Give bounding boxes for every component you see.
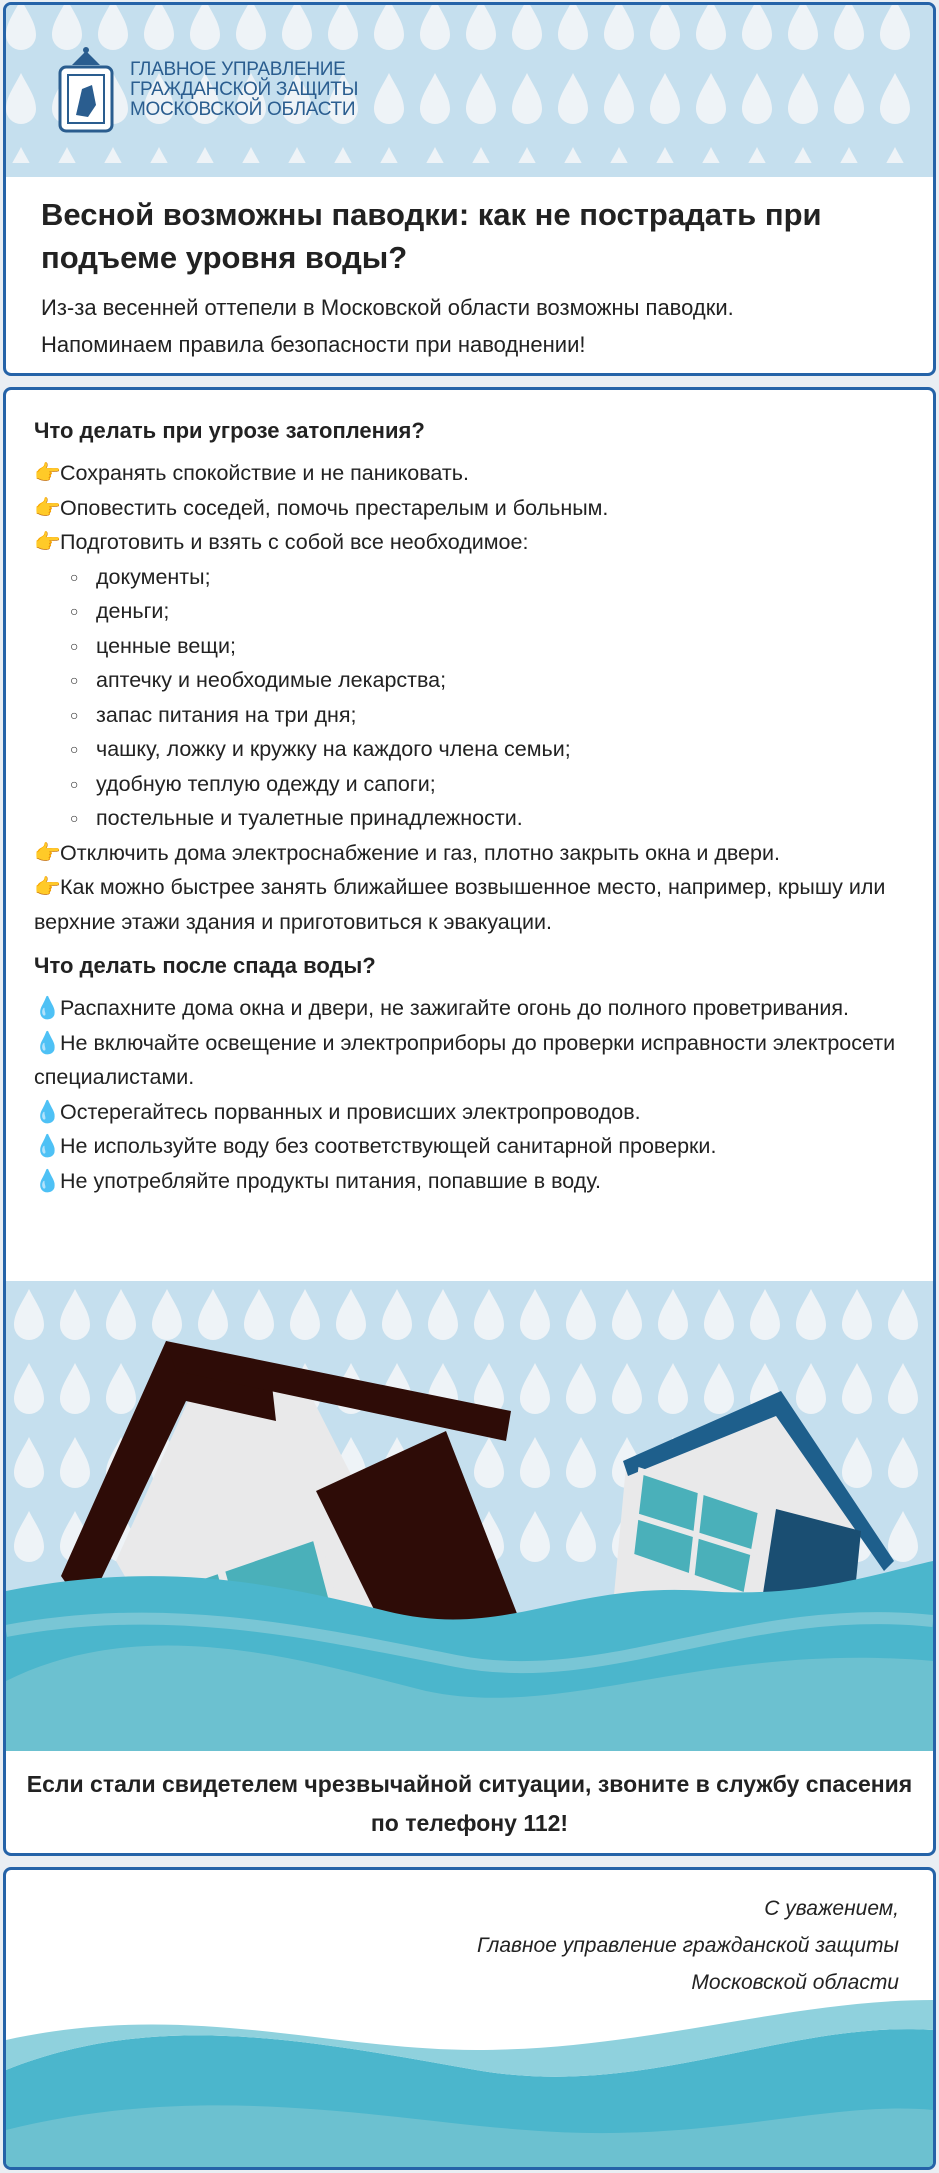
logo-line: ГРАЖДАНСКОЙ ЗАЩИТЫ (130, 79, 359, 100)
list-item-text: Как можно быстрее занять ближайшее возвышенное место, например, крышу или верхние этажи здания и приготовиться к эвакуации. (34, 875, 886, 934)
circle-bullet-icon: ○ (70, 568, 79, 585)
water-drop-icon: 💧 (34, 1030, 61, 1055)
circle-bullet-icon: ○ (70, 603, 79, 619)
section-heading-after: Что делать после спада воды? (34, 953, 376, 978)
pointing-hand-icon: 👉 (34, 530, 61, 554)
coat-of-arms-icon (52, 45, 120, 135)
list-item (70, 767, 913, 802)
signature-line: Московской области (691, 1971, 899, 1994)
list-item (70, 663, 913, 698)
pointing-hand-icon: 👉 (34, 875, 61, 899)
list-item (34, 991, 913, 1026)
list-item-text: Сохранять спокойствие и не паниковать. (60, 461, 469, 485)
list-item-text: Отключить дома электроснабжение и газ, плотно закрыть окна и двери. (60, 840, 780, 865)
logo-line: МОСКОВСКОЙ ОБЛАСТИ (130, 99, 356, 120)
list-item (34, 525, 913, 560)
emergency-callout: Если стали свидетелем чрезвычайной ситуации, звоните в службу спасения по телефону 112! (26, 1771, 913, 1836)
circle-bullet-icon: ○ (70, 637, 79, 654)
list-item (34, 456, 913, 491)
water-drop-icon: 💧 (34, 1099, 61, 1124)
list-item (34, 491, 913, 526)
list-item-text: Подготовить и взять с собой все необходимое: (60, 530, 529, 554)
list-item (70, 629, 913, 664)
water-drop-icon: 💧 (34, 1134, 61, 1158)
section-heading-before: Что делать при угрозе затопления? (34, 418, 425, 443)
flooded-houses-illustration (6, 1281, 933, 1751)
circle-bullet-icon: ○ (70, 706, 79, 723)
list-item (34, 1095, 913, 1130)
list-item-text: документы; (96, 564, 211, 589)
list-item (70, 560, 913, 595)
list-item-text: аптечку и необходимые лекарства; (96, 668, 447, 692)
logo-line: ГЛАВНОЕ УПРАВЛЕНИЕ (130, 59, 346, 80)
pointing-hand-icon: 👉 (34, 461, 61, 485)
list-item-text: постельные и туалетные принадлежности. (96, 806, 523, 830)
list-item (34, 1164, 913, 1199)
list-item-text: Не употребляйте продукты питания, попавшие в воду. (60, 1168, 601, 1193)
pointing-hand-icon: 👉 (34, 495, 61, 520)
list-item-text: Остерегайтесь порванных и провисших электропроводов. (60, 1099, 641, 1124)
pointing-hand-icon: 👉 (34, 840, 61, 865)
list-item-text: деньги; (96, 599, 170, 623)
list-item-text: чашку, ложку и кружку на каждого члена семьи; (96, 737, 571, 761)
circle-bullet-icon: ○ (70, 741, 79, 757)
circle-bullet-icon: ○ (70, 775, 79, 792)
list-item (34, 836, 913, 871)
circle-bullet-icon: ○ (70, 810, 79, 826)
signature-line: С уважением, (764, 1897, 899, 1920)
list-item-text: запас питания на три дня; (96, 702, 357, 727)
list-item (70, 594, 913, 629)
waves-decoration (6, 2000, 933, 2170)
list-item (34, 870, 913, 939)
list-item-text: ценные вещи; (96, 633, 236, 658)
list-item-text: Не включайте освещение и электроприборы до проверки исправности электросети специалистами. (34, 1030, 896, 1089)
list-item-text: удобную теплую одежду и сапоги; (96, 771, 436, 796)
page-title: Весной возможны паводки: как не пострадать при подъеме уровня воды? (41, 197, 822, 275)
list-item (70, 698, 913, 733)
intro-text: Напоминаем правила безопасности при наводнении! (41, 332, 586, 357)
signature-line: Главное управление гражданской защиты (477, 1934, 899, 1957)
instructions-card (3, 387, 936, 1856)
intro-text: Из-за весенней оттепели в Московской области возможны паводки. (41, 295, 734, 320)
list-item-text: Распахните дома окна и двери, не зажигайте огонь до полного проветривания. (60, 996, 849, 1020)
list-item (34, 1026, 913, 1095)
header-card (3, 2, 936, 376)
list-item-text: Оповестить соседей, помочь престарелым и больным. (60, 495, 609, 520)
circle-bullet-icon: ○ (70, 672, 79, 688)
water-drop-icon: 💧 (34, 1168, 61, 1193)
list-item (34, 1129, 913, 1164)
signature-card (3, 1867, 936, 2170)
list-item (70, 801, 913, 836)
list-item (70, 732, 913, 767)
list-item-text: Не используйте воду без соответствующей санитарной проверки. (60, 1134, 717, 1158)
water-drop-icon: 💧 (34, 996, 61, 1020)
logo (52, 45, 358, 135)
